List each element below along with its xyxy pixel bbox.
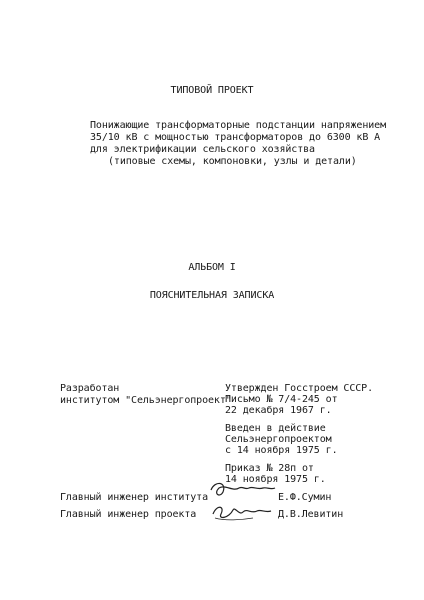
- signatory-name: Д.В.Левитин: [278, 509, 344, 520]
- order-line: 14 ноября 1975 г.: [225, 474, 326, 485]
- spacer: [225, 416, 373, 423]
- album-subtitle: ПОЯСНИТЕЛЬНАЯ ЗАПИСКА: [149, 290, 275, 301]
- handwritten-signatures: [205, 478, 277, 522]
- introduced-line: с 14 ноября 1975 г.: [225, 445, 338, 456]
- signatory-names: [278, 492, 343, 526]
- signatory-name: Е.Ф.Сумин: [278, 492, 332, 503]
- introduced-line: Введен в действие: [225, 423, 326, 434]
- spacer: [225, 456, 373, 463]
- signature-2: [213, 507, 271, 517]
- signatory-role: Главный инженер института: [60, 492, 209, 503]
- approval-line: 22 декабря 1967 г.: [225, 405, 332, 416]
- signature-1: [211, 483, 275, 495]
- project-description: [90, 120, 386, 168]
- developer-line: институтом "Сельэнергопроект": [60, 395, 232, 406]
- order-line: Приказ № 28п от: [225, 463, 314, 474]
- description-line: Понижающие трансформаторные подстанции напряжением: [90, 120, 387, 131]
- introduced-line: Сельэнергопроектом: [225, 434, 332, 445]
- signature-2-flourish: [215, 518, 253, 520]
- approval-block: [225, 383, 373, 485]
- developer-block: [60, 383, 232, 407]
- album-label: АЛЬБОМ I: [188, 262, 236, 273]
- description-line: для электрификации сельского хозяйства: [90, 144, 315, 155]
- developer-line: Разработан: [60, 383, 120, 394]
- description-line: (типовые схемы, компоновки, узлы и детали): [108, 156, 357, 167]
- signatory-role: Главный инженер проекта: [60, 509, 197, 520]
- signatory-roles: [60, 492, 208, 526]
- document-title: ТИПОВОЙ ПРОЕКТ: [170, 85, 254, 96]
- approval-line: Письмо № 7/4-245 от: [225, 394, 338, 405]
- description-line: 35/10 кВ с мощностью трансформаторов до 6300 кВ А: [90, 132, 381, 143]
- approval-line: Утвержден Госстроем СССР.: [225, 383, 374, 394]
